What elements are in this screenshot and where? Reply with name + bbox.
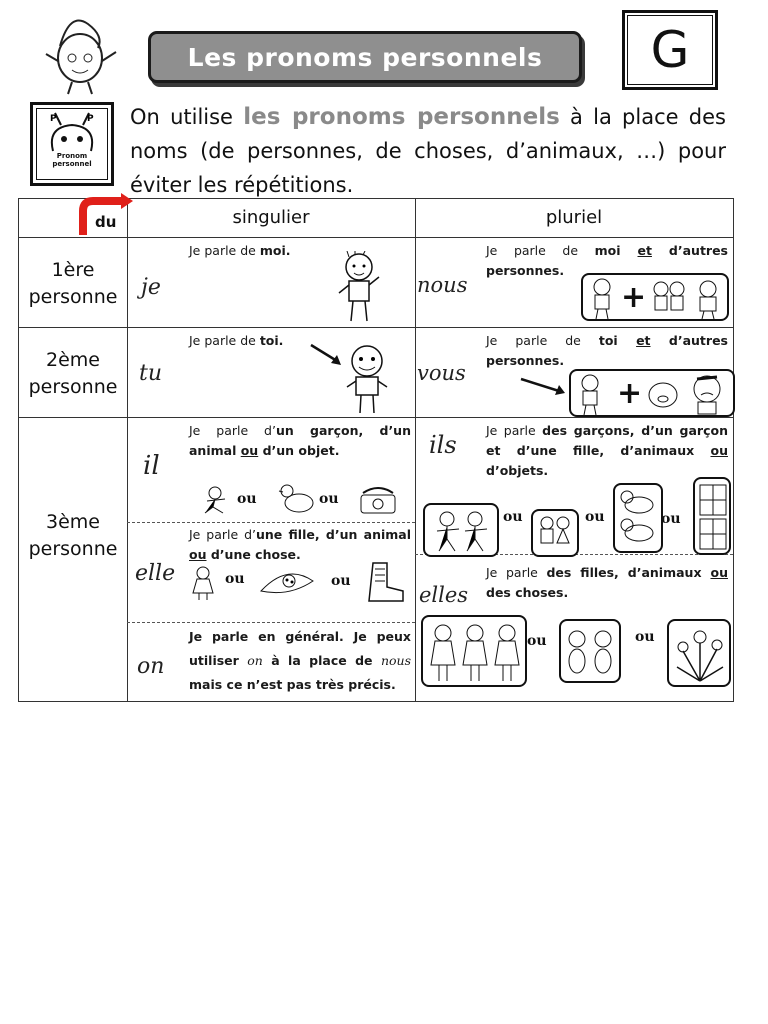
row-first-person (19, 257, 127, 311)
ou-label: ou (237, 491, 257, 507)
ou-label: ou (661, 511, 681, 527)
person-word: personne (28, 286, 118, 308)
boy-girl-image-frame (531, 509, 579, 557)
plus-sign: + (621, 280, 647, 315)
person-ordinal: 1ère (51, 259, 95, 281)
dogs-image-frame (613, 483, 663, 553)
pronoun-on: on (137, 654, 165, 679)
svg-text:P: P (87, 114, 94, 124)
page-title: Les pronoms personnels (148, 31, 582, 83)
flowers-icon (671, 623, 729, 683)
section-letter: G (622, 10, 718, 90)
mascot-illustration (40, 6, 122, 98)
row-second-person (19, 347, 127, 401)
angry-boy-icon (687, 373, 727, 415)
person-word: personne (28, 376, 118, 398)
desc-ils: Je parle des garçons, d’un garçon et d’une fille, d’animaux ou d’objets. (486, 423, 728, 478)
row-third-person (19, 509, 127, 563)
pronoun-je: je (141, 275, 161, 300)
desc-elle: Je parle d’une fille, d’un animal ou d’une chose. (189, 527, 411, 562)
ou-label: ou (527, 633, 547, 649)
duck-icon (277, 483, 317, 515)
ou-label: ou (635, 629, 655, 645)
desc-je: Je parle de moi. (189, 243, 291, 258)
children-icon (651, 277, 687, 319)
dogs-icon (617, 489, 659, 549)
ou-label: ou (331, 573, 351, 589)
child-icon (691, 277, 725, 319)
intro-text-1: On utilise (130, 105, 244, 129)
pronoun-nous: nous (417, 273, 468, 297)
pig-icon (645, 375, 681, 413)
intro-paragraph (130, 100, 726, 202)
ou-label: ou (503, 509, 523, 525)
plus-sign: + (617, 376, 643, 411)
pronoun-table (18, 198, 734, 702)
pronoun-badge (30, 102, 114, 186)
badge-character-icon (39, 111, 105, 153)
child-icon (587, 277, 617, 319)
svg-text:P: P (50, 114, 57, 124)
pronoun-ils: ils (429, 431, 457, 459)
pronoun-elles: elles (419, 583, 469, 607)
boy-icon (337, 251, 381, 323)
ladybug-leaf-icon (259, 567, 315, 597)
desc-vous: Je parle de toi et d’autres personnes. (486, 333, 728, 368)
pronoun-il: il (143, 451, 160, 481)
ou-label: ou (319, 491, 339, 507)
boys-image-frame (423, 503, 499, 557)
mice-icon (563, 625, 617, 679)
girls-icon (427, 621, 523, 683)
desc-elles: Je parle des filles, d’animaux ou des choses. (486, 565, 728, 600)
column-plural: pluriel (545, 207, 603, 228)
desc-tu: Je parle de toi. (189, 333, 284, 348)
person-ordinal: 3ème (46, 511, 100, 533)
desc-il: Je parle d’un garçon, d’un animal ou d’un objet. (189, 423, 411, 458)
telephone-icon (357, 483, 399, 515)
girls-image-frame (421, 615, 527, 687)
mice-image-frame (559, 619, 621, 683)
desc-nous: Je parle de moi et d’autres personnes. (486, 243, 728, 278)
desc-on: Je parle en général. Je peux utiliser on à la place de nous mais ce n’est pas très précis. (189, 629, 411, 692)
boys-icon (429, 509, 495, 553)
arrow-icon (519, 375, 567, 397)
pronoun-vous: vous (417, 361, 466, 385)
intro-text-2: à la place des noms (de personnes, de choses, d’animaux, …) pour éviter les répétitions. (130, 105, 726, 197)
ou-label: ou (225, 571, 245, 587)
boy-girl-icon (535, 513, 575, 553)
boot-icon (363, 561, 407, 603)
person-ordinal: 2ème (46, 349, 100, 371)
flowers-image-frame (667, 619, 731, 687)
person-word: personne (28, 538, 118, 560)
badge-text-line2: personnel (52, 160, 92, 168)
boy-icon (345, 343, 389, 415)
vous-images-frame (569, 369, 735, 417)
pronoun-elle: elle (135, 561, 176, 586)
column-singular: singulier (232, 207, 310, 228)
corner-label: du (95, 213, 117, 231)
pronoun-tu: tu (139, 361, 163, 386)
intro-highlight: les pronoms personnels (243, 104, 560, 130)
child-icon (575, 373, 605, 415)
badge-text-line1: Pronom (56, 152, 88, 160)
puzzles-image-frame (693, 477, 731, 555)
arrow-icon (309, 341, 343, 367)
puzzles-icon (698, 483, 728, 551)
boy-running-icon (197, 485, 233, 515)
girl-icon (187, 565, 219, 601)
ou-label: ou (585, 509, 605, 525)
nous-images-frame (581, 273, 729, 321)
